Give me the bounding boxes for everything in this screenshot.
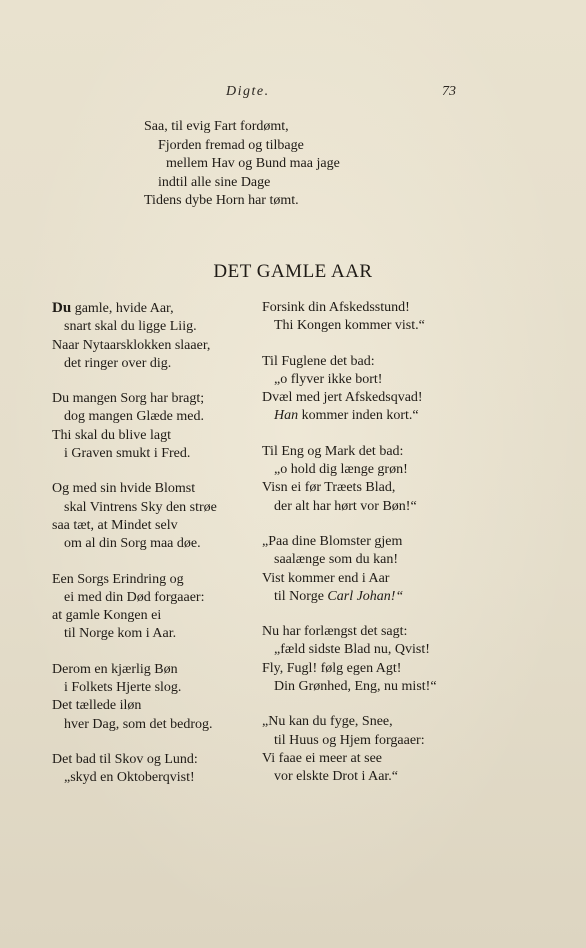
verse-line: Det tællede iløn [52,698,142,714]
verse-fragment: kommer inden kort.“ [301,408,419,424]
verse-line: Til Eng og Mark det bad: [262,443,404,459]
verse-line: skal Vintrens Sky den strøe [64,499,217,515]
stanza [262,623,437,696]
stanza [262,299,437,336]
verse-line: Til Fuglene det bad: [262,353,375,369]
stanza [52,571,217,644]
continued-stanza [144,118,340,211]
verse-line: det ringer over dig. [64,355,172,371]
verse-line: Din Grønhed, Eng, nu mist!“ [274,679,437,695]
verse-line: „o flyver ikke bort! [274,371,383,387]
verse-line [262,407,437,425]
verse-line: til Norge kom i Aar. [64,626,177,642]
verse-line: snart skal du ligge Liig. [64,319,197,335]
verse-line: saa tæt, at Mindet selv [52,517,178,533]
verse-line: „Paa dine Blomster gjem [262,533,403,549]
stanza [262,443,437,516]
verse-line: mellem Hav og Bund maa jage [166,156,340,172]
verse-line: „skyd en Oktoberqvist! [64,770,195,786]
stanza [52,299,217,373]
verse-line: til Huus og Hjem forgaaer: [274,732,425,748]
verse-line: Tidens dybe Horn har tømt. [144,193,299,209]
verse-line: om al din Sorg maa døe. [64,536,201,552]
verse-line: Derom en kjærlig Bøn [52,661,178,677]
verse-line: der alt har hørt vor Bøn!“ [274,498,417,514]
verse-line: vor elskte Drot i Aar.“ [274,769,399,785]
page-number: 73 [442,84,456,99]
verse-line: dog mangen Glæde med. [64,409,204,425]
verse-line: Een Sorgs Erindring og [52,571,184,587]
stanza [52,751,217,788]
verse-line: hver Dag, som det bedrog. [64,716,213,732]
verse-line: Forsink din Afskedsstund! [262,300,410,315]
verse-line-dropcap [52,299,217,318]
verse-line: Vist kommer end i Aar [262,570,390,586]
verse-line: Saa, til evig Fart fordømt, [144,119,289,134]
verse-line: „o hold dig længe grøn! [274,462,408,478]
verse-line: Dvæl med jert Afskedsqvad! [262,390,423,406]
stanza [262,533,437,606]
verse-line: Du mangen Sorg har bragt; [52,391,205,407]
poem-column-right [262,299,437,804]
verse-line: Thi Kongen kommer vist.“ [274,318,425,334]
poem-title: DET GAMLE AAR [213,261,373,282]
verse-line: Fjorden fremad og tilbage [158,137,304,153]
verse-fragment: til Norge [274,588,324,604]
verse-line: Fly, Fugl! følg egen Agt! [262,660,402,676]
verse-line: Nu har forlængst det sagt: [262,624,408,640]
verse-fragment: gamle, hvide Aar, [71,301,174,316]
stanza [52,390,217,463]
verse-line: i Graven smukt i Fred. [64,446,191,462]
verse-line: „fæld sidste Blad nu, Qvist! [274,642,430,658]
stanza [262,713,437,786]
poem-column-left [52,299,217,805]
stanza [52,661,217,734]
verse-line [262,588,437,606]
verse-line: i Folkets Hjerte slog. [64,680,182,696]
running-title: Digte. [226,84,270,99]
verse-line: Vi faae ei meer at see [262,750,383,766]
verse-line: „Nu kan du fyge, Snee, [262,714,393,730]
verse-line: saalænge som du kan! [274,552,399,568]
verse-line: Thi skal du blive lagt [52,427,171,443]
verse-line: ei med din Død forgaaer: [64,589,205,605]
emphasis-carl-johan: Carl Johan!“ [327,588,404,604]
stanza [52,480,217,553]
verse-line: indtil alle sine Dage [158,174,271,190]
verse-line: Naar Nytaarsklokken slaaer, [52,337,211,353]
emphasis-han: Han [274,408,299,424]
drop-initial: Du [52,300,72,316]
running-head [0,84,586,106]
verse-line: Visn ei før Træets Blad, [262,480,396,496]
verse-line: Det bad til Skov og Lund: [52,751,198,767]
stanza [262,353,437,426]
verse-line: at gamle Kongen ei [52,608,162,624]
verse-line: Og med sin hvide Blomst [52,481,196,497]
